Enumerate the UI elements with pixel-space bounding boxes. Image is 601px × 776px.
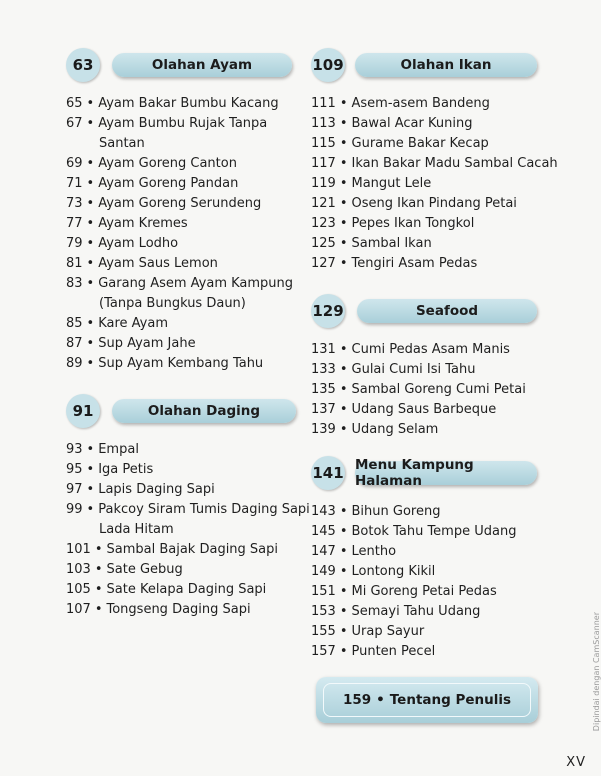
toc-item-page: 127	[311, 256, 336, 271]
toc-item-name: Udang Selam	[351, 422, 439, 437]
section-page-number: 109	[311, 48, 345, 82]
toc-item-name: Empal	[98, 442, 139, 457]
bullet-dot: •	[339, 342, 348, 357]
bullet-dot: •	[86, 336, 95, 351]
toc-item-page: 115	[311, 136, 336, 151]
toc-item-name: Punten Pecel	[351, 644, 436, 659]
bullet-dot: •	[339, 256, 348, 271]
toc-item-name: Bihun Goreng	[351, 504, 441, 519]
toc-item	[311, 582, 516, 602]
toc-item-page: 143	[311, 504, 336, 519]
bullet-dot: •	[339, 584, 348, 599]
toc-item-name: Mi Goreng Petai Pedas	[351, 584, 497, 599]
toc-item-name: Ayam Saus Lemon	[98, 256, 218, 271]
bullet-dot: •	[94, 582, 103, 597]
toc-item-page: 153	[311, 604, 336, 619]
toc-item-name: Asem-asem Bandeng	[351, 96, 490, 111]
toc-item-name: Botok Tahu Tempe Udang	[351, 524, 517, 539]
bullet-dot: •	[86, 216, 95, 231]
bullet-dot: •	[339, 644, 348, 659]
toc-item-page: 137	[311, 402, 336, 417]
toc-item	[311, 502, 516, 522]
toc-item-name-continued: Lada Hitam	[99, 522, 174, 537]
bullet-dot: •	[94, 562, 103, 577]
footer-title: Tentang Penulis	[389, 692, 512, 708]
recipe-list	[311, 340, 526, 440]
bullet-dot: •	[86, 316, 95, 331]
toc-item-name: Ayam Goreng Pandan	[98, 176, 239, 191]
toc-item-name: Sate Kelapa Daging Sapi	[106, 582, 267, 597]
toc-item-page: 119	[311, 176, 336, 191]
toc-item-page: 69	[66, 156, 83, 171]
toc-item	[66, 254, 293, 274]
toc-item-page: 87	[66, 336, 83, 351]
toc-item-name: Sambal Bajak Daging Sapi	[106, 542, 279, 557]
toc-item	[66, 500, 310, 540]
toc-item-page: 73	[66, 196, 83, 211]
toc-item	[311, 234, 558, 254]
bullet-dot: •	[86, 276, 95, 291]
toc-item	[66, 174, 293, 194]
toc-item	[311, 134, 558, 154]
toc-item-name: Bawal Acar Kuning	[351, 116, 473, 131]
toc-item-page: 83	[66, 276, 83, 291]
toc-item-page: 89	[66, 356, 83, 371]
bullet-dot: •	[339, 362, 348, 377]
toc-item	[311, 154, 558, 174]
toc-item-name-continued: (Tanpa Bungkus Daun)	[99, 296, 246, 311]
toc-item-page: 155	[311, 624, 336, 639]
toc-item-page: 133	[311, 362, 336, 377]
toc-item-name: Semayi Tahu Udang	[351, 604, 481, 619]
footer-page: 159	[342, 692, 372, 708]
bullet-dot: •	[86, 96, 95, 111]
toc-item	[311, 400, 526, 420]
toc-item-name: Oseng Ikan Pindang Petai	[351, 196, 517, 211]
bullet-dot: •	[339, 604, 348, 619]
toc-item-page: 117	[311, 156, 336, 171]
toc-item	[311, 622, 516, 642]
toc-item	[311, 522, 516, 542]
toc-item-name: Udang Saus Barbeque	[351, 402, 497, 417]
toc-item-name: Gulai Cumi Isi Tahu	[351, 362, 476, 377]
toc-item-page: 123	[311, 216, 336, 231]
section-page-number: 141	[311, 456, 345, 490]
bullet-dot: •	[339, 402, 348, 417]
toc-item-page: 103	[66, 562, 91, 577]
toc-item-name: Lontong Kikil	[351, 564, 436, 579]
toc-item	[311, 174, 558, 194]
recipe-list	[311, 94, 558, 274]
toc-item-page: 111	[311, 96, 336, 111]
toc-item	[66, 580, 310, 600]
toc-item-page: 101	[66, 542, 91, 557]
toc-item-page: 95	[66, 462, 83, 477]
toc-item-page: 147	[311, 544, 336, 559]
toc-item-name-continued: Santan	[99, 136, 145, 151]
section-header	[311, 48, 591, 78]
footer-inner-frame	[323, 683, 531, 717]
toc-item-name: Sambal Ikan	[351, 236, 432, 251]
toc-item-page: 157	[311, 644, 336, 659]
scanner-watermark: Dipindai dengan CamScanner	[592, 612, 601, 732]
section-menu-kampung-halaman	[311, 456, 596, 659]
bullet-dot: •	[339, 196, 348, 211]
bullet-dot: •	[86, 502, 95, 517]
toc-item-page: 81	[66, 256, 83, 271]
section-header	[66, 394, 300, 424]
toc-item-name: Ayam Bumbu Rujak Tanpa	[98, 116, 268, 131]
recipe-list	[311, 502, 516, 662]
section-header	[311, 456, 596, 489]
toc-item	[66, 94, 293, 114]
section-seafood	[311, 294, 591, 437]
toc-item-name: Urap Sayur	[351, 624, 425, 639]
recipe-list	[66, 440, 310, 620]
toc-item	[66, 274, 293, 314]
bullet-dot: •	[86, 482, 95, 497]
toc-item	[311, 360, 526, 380]
toc-item-name: Tengiri Asam Pedas	[351, 256, 478, 271]
bullet-dot: •	[94, 542, 103, 557]
bullet-dot: •	[94, 602, 103, 617]
toc-item	[311, 380, 526, 400]
bullet-dot: •	[339, 136, 348, 151]
section-olahan-daging	[66, 394, 310, 617]
toc-item	[311, 194, 558, 214]
bullet-dot: •	[339, 624, 348, 639]
bullet-dot: •	[86, 156, 95, 171]
toc-item-name: Pakcoy Siram Tumis Daging Sapi	[98, 502, 310, 517]
toc-item	[311, 214, 558, 234]
toc-item	[311, 254, 558, 274]
toc-item-name: Pepes Ikan Tongkol	[351, 216, 475, 231]
toc-item	[311, 602, 516, 622]
section-page-number: 129	[311, 294, 345, 328]
toc-item-name: Lentho	[351, 544, 397, 559]
section-page-number: 91	[66, 394, 100, 428]
toc-item-name: Cumi Pedas Asam Manis	[351, 342, 510, 357]
toc-item-page: 121	[311, 196, 336, 211]
section-page-number: 63	[66, 48, 100, 82]
bullet-dot: •	[86, 356, 95, 371]
section-title: Olahan Ikan	[355, 53, 537, 77]
bullet-dot: •	[339, 504, 348, 519]
bullet-dot: •	[86, 442, 95, 457]
toc-item	[66, 214, 293, 234]
section-title: Olahan Ayam	[112, 53, 292, 77]
footer-about-author	[316, 677, 538, 723]
toc-item	[66, 600, 310, 620]
bullet-dot: •	[339, 236, 348, 251]
page-number: XV	[566, 755, 586, 770]
toc-item-page: 145	[311, 524, 336, 539]
toc-item-page: 135	[311, 382, 336, 397]
section-header	[311, 294, 591, 324]
toc-item-name: Sate Gebug	[106, 562, 183, 577]
bullet-dot: •	[339, 116, 348, 131]
toc-item-name: Sup Ayam Kembang Tahu	[98, 356, 264, 371]
toc-item-page: 149	[311, 564, 336, 579]
bullet-dot: •	[339, 544, 348, 559]
toc-item-page: 97	[66, 482, 83, 497]
bullet-dot: •	[86, 116, 95, 131]
bullet-dot: •	[339, 422, 348, 437]
toc-item-page: 105	[66, 582, 91, 597]
bullet-dot: •	[86, 196, 95, 211]
toc-item	[66, 314, 293, 334]
toc-item-name: Iga Petis	[98, 462, 154, 477]
bullet-dot: •	[339, 156, 348, 171]
toc-item-name: Ayam Kremes	[98, 216, 188, 231]
toc-item-name: Mangut Lele	[351, 176, 432, 191]
toc-item-page: 99	[66, 502, 83, 517]
bullet-dot: •	[86, 236, 95, 251]
toc-item-name: Sambal Goreng Cumi Petai	[351, 382, 526, 397]
toc-item-page: 113	[311, 116, 336, 131]
toc-item	[66, 234, 293, 254]
toc-item-name: Ayam Goreng Serundeng	[98, 196, 262, 211]
toc-item	[66, 154, 293, 174]
toc-item-page: 65	[66, 96, 83, 111]
toc-item-name: Tongseng Daging Sapi	[106, 602, 251, 617]
section-title: Olahan Daging	[112, 399, 296, 423]
toc-item-name: Ayam Goreng Canton	[98, 156, 237, 171]
toc-item	[311, 114, 558, 134]
toc-item-name: Gurame Bakar Kecap	[351, 136, 489, 151]
section-olahan-ayam	[66, 48, 300, 371]
toc-item	[311, 562, 516, 582]
toc-item-page: 131	[311, 342, 336, 357]
toc-item	[66, 114, 293, 154]
toc-item-name: Kare Ayam	[98, 316, 169, 331]
bullet-dot: •	[339, 176, 348, 191]
toc-item	[66, 480, 310, 500]
toc-item-page: 71	[66, 176, 83, 191]
toc-item	[311, 542, 516, 562]
toc-item-page: 77	[66, 216, 83, 231]
bullet-dot: •	[86, 462, 95, 477]
toc-item	[66, 460, 310, 480]
toc-item	[311, 642, 516, 662]
toc-item-page: 125	[311, 236, 336, 251]
toc-item-page: 139	[311, 422, 336, 437]
recipe-list	[66, 94, 293, 374]
toc-item-name: Ikan Bakar Madu Sambal Cacah	[351, 156, 558, 171]
toc-item	[311, 420, 526, 440]
toc-item	[66, 334, 293, 354]
toc-item	[66, 354, 293, 374]
bullet-dot: •	[86, 256, 95, 271]
toc-item-page: 93	[66, 442, 83, 457]
toc-item	[311, 340, 526, 360]
toc-item-name: Garang Asem Ayam Kampung	[98, 276, 294, 291]
toc-item-page: 85	[66, 316, 83, 331]
bullet-dot: •	[339, 382, 348, 397]
toc-item	[66, 560, 310, 580]
section-title: Menu Kampung Halaman	[355, 461, 537, 485]
section-title: Seafood	[357, 299, 537, 323]
toc-item	[311, 94, 558, 114]
bullet-dot: •	[339, 216, 348, 231]
toc-item-page: 79	[66, 236, 83, 251]
bullet-dot: •	[86, 176, 95, 191]
bullet-dot: •	[339, 96, 348, 111]
toc-item-name: Lapis Daging Sapi	[98, 482, 215, 497]
section-header	[66, 48, 300, 78]
bullet-dot: •	[376, 692, 385, 708]
toc-item-name: Ayam Bakar Bumbu Kacang	[98, 96, 279, 111]
bullet-dot: •	[339, 564, 348, 579]
toc-item-page: 107	[66, 602, 91, 617]
toc-item-name: Ayam Lodho	[98, 236, 179, 251]
toc-item-page: 67	[66, 116, 83, 131]
section-olahan-ikan	[311, 48, 591, 271]
toc-item	[66, 540, 310, 560]
toc-item	[66, 440, 310, 460]
bullet-dot: •	[339, 524, 348, 539]
toc-item-name: Sup Ayam Jahe	[98, 336, 196, 351]
toc-item-page: 151	[311, 584, 336, 599]
toc-item	[66, 194, 293, 214]
